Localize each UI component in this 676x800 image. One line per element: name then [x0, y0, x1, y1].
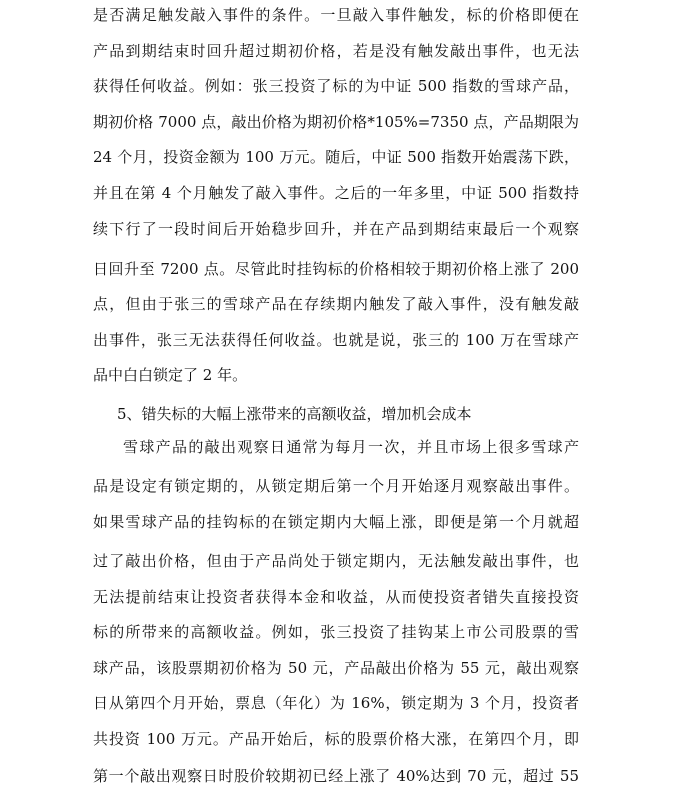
- section-heading: 5、错失标的大幅上涨带来的高额收益，增加机会成本: [117, 405, 472, 423]
- body-text-line: 日回升至 7200 点。尽管此时挂钩标的价格相较于期初价格上涨了 200: [93, 260, 579, 278]
- body-text-line: 24 个月，投资金额为 100 万元。随后，中证 500 指数开始震荡下跌，: [93, 148, 579, 166]
- body-text-line: 期初价格 7000 点，敲出价格为期初价格*105%=7350 点，产品期限为: [93, 113, 579, 131]
- body-text-line: 过了敲出价格，但由于产品尚处于锁定期内，无法触发敲出事件，也: [93, 552, 579, 570]
- body-text-line: 无法提前结束让投资者获得本金和收益，从而使投资者错失直接投资: [93, 588, 579, 606]
- body-text-line: 获得任何收益。例如：张三投资了标的为中证 500 指数的雪球产品，: [93, 77, 579, 95]
- body-text-line: 球产品，该股票期初价格为 50 元，产品敲出价格为 55 元，敲出观察: [93, 659, 579, 677]
- body-text-line: 点，但由于张三的雪球产品在存续期内触发了敲入事件，没有触发敲: [93, 295, 579, 313]
- paragraph-first-line: 雪球产品的敲出观察日通常为每月一次，并且市场上很多雪球产: [123, 438, 579, 456]
- body-text-line: 并且在第 4 个月触发了敲入事件。之后的一年多里，中证 500 指数持: [93, 184, 579, 202]
- body-text-line: 品是设定有锁定期的，从锁定期后第一个月开始逐月观察敲出事件。: [93, 477, 579, 495]
- body-text-line: 产品到期结束时回升超过期初价格，若是没有触发敲出事件，也无法: [93, 42, 579, 60]
- body-text-line: 续下行了一段时间后开始稳步回升，并在产品到期结束最后一个观察: [93, 220, 579, 238]
- body-text-line: 日从第四个月开始，票息（年化）为 16%，锁定期为 3 个月，投资者: [93, 694, 579, 712]
- body-text-line: 出事件，张三无法获得任何收益。也就是说，张三的 100 万在雪球产: [93, 331, 579, 349]
- paragraph-last-line: 品中白白锁定了 2 年。: [93, 366, 248, 384]
- body-text-line: 共投资 100 万元。产品开始后，标的股票价格大涨，在第四个月，即: [93, 730, 579, 748]
- body-text-line: 第一个敲出观察日时股价较期初已经上涨了 40%达到 70 元，超过 55: [93, 767, 579, 785]
- body-text-line: 是否满足触发敲入事件的条件。一旦敲入事件触发，标的价格即便在: [93, 6, 579, 24]
- body-text-line: 如果雪球产品的挂钩标的在锁定期内大幅上涨，即便是第一个月就超: [93, 513, 579, 531]
- body-text-line: 标的所带来的高额收益。例如，张三投资了挂钩某上市公司股票的雪: [93, 623, 579, 641]
